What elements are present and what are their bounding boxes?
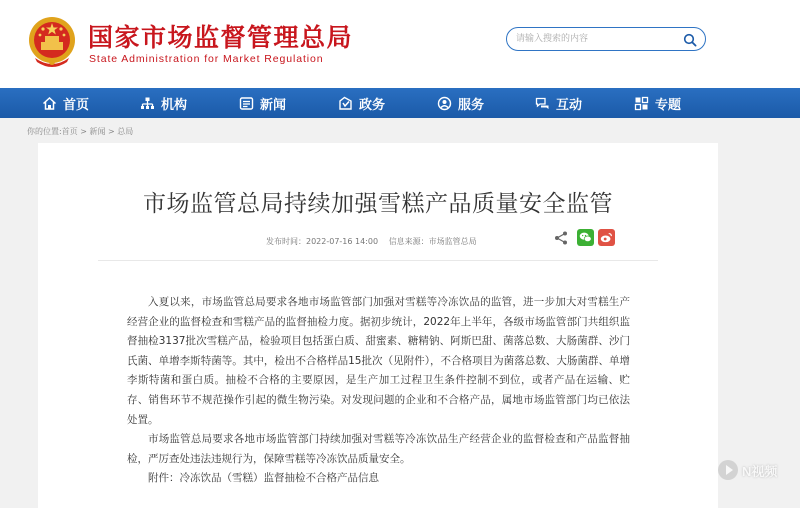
nav-label: 新闻 <box>260 97 287 113</box>
main-nav <box>0 88 800 118</box>
nav-item-interaction[interactable] <box>535 88 582 118</box>
search-icon[interactable] <box>683 32 697 46</box>
article-title: 市场监管总局持续加强雪糕产品质量安全监管 <box>143 191 613 217</box>
title-divider <box>98 260 658 261</box>
search-input[interactable] <box>516 31 676 47</box>
nav-label: 互动 <box>556 97 583 113</box>
nav-label: 专题 <box>655 97 682 113</box>
service-icon <box>437 96 452 111</box>
news-icon <box>239 96 254 111</box>
site-title[interactable]: 国家市场监督管理总局 <box>88 23 354 52</box>
article-paragraph: 市场监管总局要求各地市场监管部门持续加强对雪糕等冷冻饮品生产经营企业的监督检查和产品监督抽检，严厉查处违法违规行为，保障雪糕等冷冻饮品质量安全。 <box>127 433 630 465</box>
topic-icon <box>634 96 649 111</box>
article-body <box>127 293 630 489</box>
nav-label: 服务 <box>458 97 485 113</box>
share-icon[interactable] <box>553 230 569 246</box>
nav-item-news[interactable] <box>239 88 286 118</box>
article-paragraph: 入夏以来，市场监管总局要求各地市场监管部门加强对雪糕等冷冻饮品的监管，进一步加大对雪糕生产经营企业的监督检查和雪糕产品的监督抽检力度。据初步统计，2022年上半年，各级市场监管部门共组织监督抽检3137批次雪糕产品，检验项目包括蛋白质、甜蜜素、糖精钠、阿斯巴甜、菌落总数、大肠菌群、沙门氏菌、单增李斯特菌等。其中，检出不合格样品15批次（见附件），不合格项目为菌落总数、大肠菌群、单增李斯特菌和蛋白质。抽检不合格的主要原因，是生产加工过程卫生条件控制不到位，或者产品在运输、贮存、销售环节不规范操作引起的微生物污染。对发现问题的企业和不合格产品，属地市场监管部门均已依法处置。 <box>127 296 630 426</box>
breadcrumb[interactable]: 你的位置:首页 > 新闻 > 总局 <box>27 127 134 136</box>
nav-item-home[interactable] <box>42 88 89 118</box>
nav-label: 机构 <box>161 97 188 113</box>
nav-item-org[interactable] <box>140 88 187 118</box>
article-card <box>38 143 718 508</box>
site-subtitle: State Administration for Market Regulation <box>89 53 324 65</box>
publish-time: 发布时间：2022-07-16 14:00 <box>266 237 379 246</box>
nav-item-topic[interactable] <box>634 88 681 118</box>
nav-item-government[interactable] <box>338 88 385 118</box>
search-box <box>506 27 706 51</box>
attachment-link[interactable]: 附件：冷冻饮品（雪糕）监督抽检不合格产品信息 <box>148 472 379 485</box>
nav-label: 政务 <box>359 97 386 113</box>
share-bar <box>553 229 615 246</box>
watermark-text: N视频 <box>742 463 778 479</box>
national-emblem-icon[interactable] <box>27 14 77 70</box>
video-watermark <box>716 458 777 482</box>
home-icon <box>42 96 57 111</box>
wechat-icon[interactable] <box>577 229 594 246</box>
article-meta <box>266 236 485 247</box>
watermark-logo-icon <box>716 458 740 482</box>
government-icon <box>338 96 353 111</box>
site-header <box>0 0 800 88</box>
nav-label: 首页 <box>63 97 90 113</box>
interaction-icon <box>535 96 550 111</box>
nav-item-service[interactable] <box>437 88 484 118</box>
article-source: 信息来源：市场监管总局 <box>388 237 477 246</box>
org-icon <box>140 96 155 111</box>
weibo-icon[interactable] <box>598 229 615 246</box>
